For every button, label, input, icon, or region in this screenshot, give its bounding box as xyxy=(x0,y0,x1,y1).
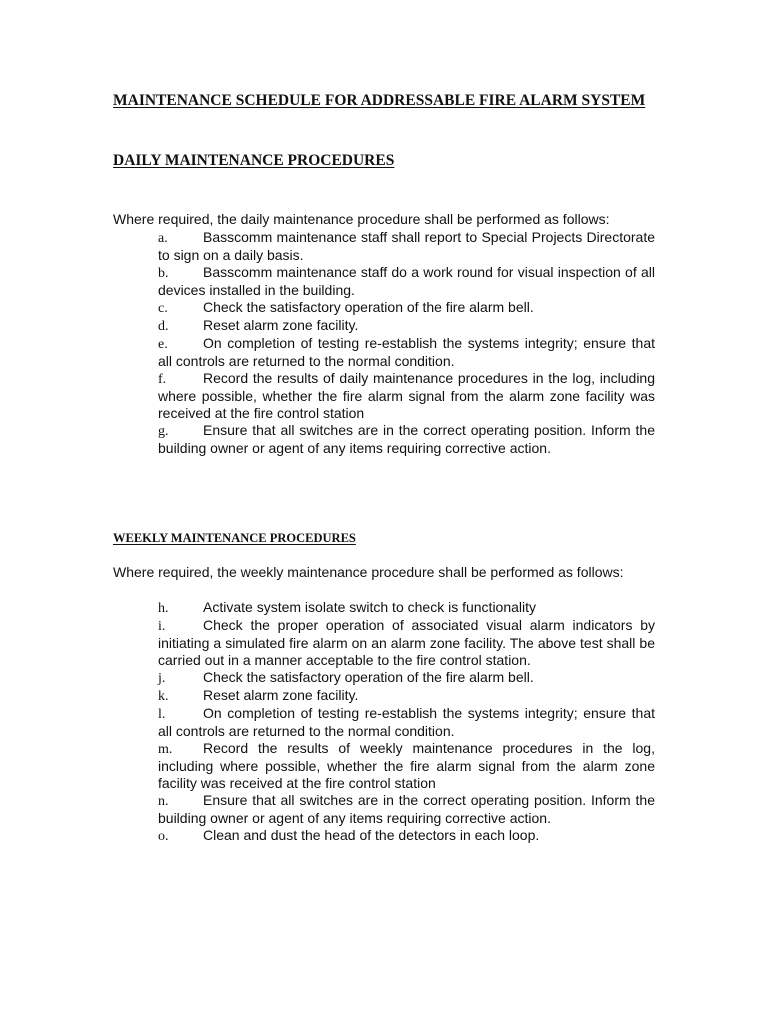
daily-procedure-list xyxy=(158,229,655,457)
list-marker: h. xyxy=(158,601,169,616)
list-item xyxy=(158,617,655,669)
list-item xyxy=(158,317,655,335)
list-item xyxy=(158,705,655,740)
list-item xyxy=(158,229,655,264)
list-item xyxy=(158,335,655,370)
list-marker: i. xyxy=(158,619,166,634)
list-item-text: Reset alarm zone facility. xyxy=(203,687,359,703)
list-item-text: On completion of testing re-establish the systems integrity; ensure that all controls are returned to the normal condition. xyxy=(158,335,655,369)
list-item-text: Check the satisfactory operation of the fire alarm bell. xyxy=(203,299,534,315)
list-item xyxy=(158,740,655,792)
list-marker: l. xyxy=(158,707,166,722)
list-marker: j. xyxy=(158,671,166,686)
list-item-text: Check the proper operation of associated visual alarm indicators by initiating a simulated fire alarm on an alarm zone facility. The above test shall be carried out in a manner acceptable to the fire control station. xyxy=(158,617,655,668)
weekly-intro: Where required, the weekly maintenance procedure shall be performed as follows: xyxy=(113,564,624,580)
list-item-text: Clean and dust the head of the detectors in each loop. xyxy=(203,827,540,843)
list-item-text: Reset alarm zone facility. xyxy=(203,317,359,333)
document-title: MAINTENANCE SCHEDULE FOR ADDRESSABLE FIRE ALARM SYSTEM xyxy=(113,92,646,109)
list-item-text: Basscomm maintenance staff do a work round for visual inspection of all devices installed in the building. xyxy=(158,264,655,298)
list-item xyxy=(158,422,655,457)
list-item-text: Ensure that all switches are in the correct operating position. Inform the building owner or agent of any items requiring corrective action. xyxy=(158,422,655,456)
list-item xyxy=(158,299,655,317)
list-marker: g. xyxy=(158,424,169,439)
list-item xyxy=(158,264,655,299)
list-item xyxy=(158,792,655,827)
list-marker: f. xyxy=(158,372,167,387)
list-item-text: Basscomm maintenance staff shall report to Special Projects Directorate to sign on a daily basis. xyxy=(158,229,655,263)
list-item-text: Activate system isolate switch to check is functionality xyxy=(203,599,537,615)
list-item xyxy=(158,599,655,617)
daily-intro: Where required, the daily maintenance procedure shall be performed as follows: xyxy=(113,211,610,227)
weekly-section-heading: WEEKLY MAINTENANCE PROCEDURES xyxy=(113,531,356,545)
list-marker: b. xyxy=(158,266,169,281)
list-item-text: Ensure that all switches are in the correct operating position. Inform the building owner or agent of any items requiring corrective action. xyxy=(158,792,655,826)
list-item xyxy=(158,669,655,687)
list-item-text: Record the results of daily maintenance procedures in the log, including where possible, whether the fire alarm signal from the alarm zone facility was received at the fire control station xyxy=(158,370,655,421)
list-item-text: Check the satisfactory operation of the fire alarm bell. xyxy=(203,669,534,685)
list-marker: d. xyxy=(158,319,169,334)
list-item xyxy=(158,827,655,845)
list-marker: e. xyxy=(158,337,168,352)
list-marker: c. xyxy=(158,301,168,316)
list-marker: k. xyxy=(158,689,169,704)
list-item-text: Record the results of weekly maintenance procedures in the log, including where possible, whether the fire alarm signal from the alarm zone facility was received at the fire control station xyxy=(158,740,655,791)
list-marker: m. xyxy=(158,742,173,757)
weekly-procedure-list xyxy=(158,599,655,845)
list-item xyxy=(158,687,655,705)
list-item xyxy=(158,370,655,422)
list-marker: n. xyxy=(158,794,169,809)
list-marker: a. xyxy=(158,231,168,246)
list-marker: o. xyxy=(158,829,169,844)
list-item-text: On completion of testing re-establish the systems integrity; ensure that all controls are returned to the normal condition. xyxy=(158,705,655,739)
daily-section-heading: DAILY MAINTENANCE PROCEDURES xyxy=(113,152,395,169)
